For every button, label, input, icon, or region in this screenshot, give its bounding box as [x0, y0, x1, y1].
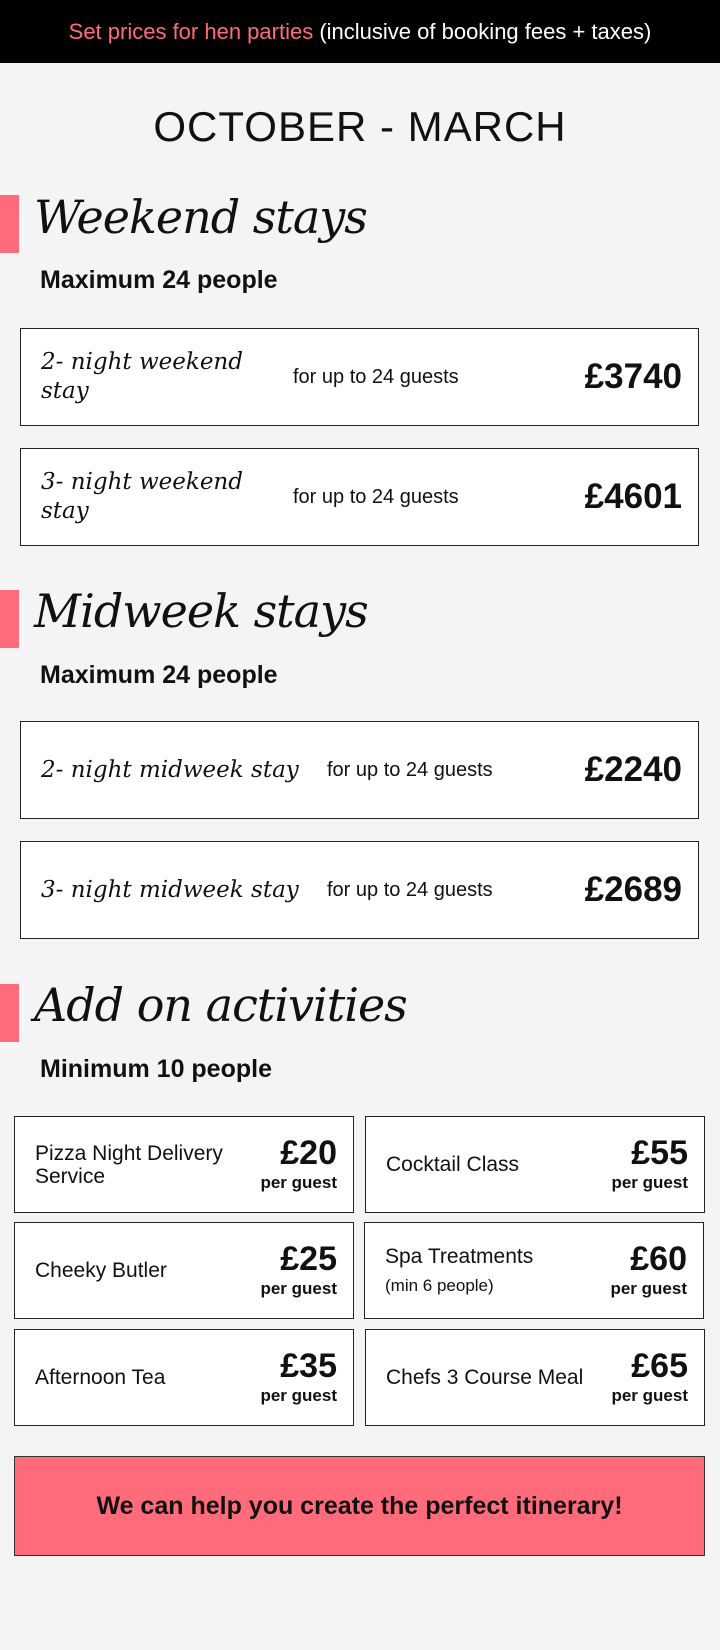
- activity-unit: per guest: [610, 1279, 687, 1298]
- addons-subtitle: Minimum 10 people: [40, 1055, 272, 1083]
- activity-card: [365, 1329, 705, 1426]
- stay-card: [20, 841, 699, 939]
- top-banner: [0, 0, 720, 63]
- stay-name: 3- night weekend stay: [41, 469, 243, 524]
- activity-name: Cheeky Butler: [35, 1259, 167, 1282]
- section-accent-bar: [0, 984, 19, 1042]
- activity-unit: per guest: [260, 1173, 337, 1192]
- stay-name: 2- night midweek stay: [41, 756, 299, 783]
- stay-price: £2240: [584, 750, 682, 789]
- stay-price: £3740: [584, 357, 682, 396]
- stay-guests: for up to 24 guests: [293, 485, 459, 508]
- banner-highlight: Set prices for hen parties: [68, 18, 314, 44]
- activity-card: [365, 1116, 705, 1213]
- stay-guests: for up to 24 guests: [327, 758, 493, 781]
- banner-text: (inclusive of booking fees + taxes): [313, 18, 652, 44]
- stay-price: £2689: [584, 870, 682, 909]
- stay-card: [20, 448, 699, 546]
- activity-unit: per guest: [260, 1386, 337, 1405]
- activity-card: [14, 1329, 354, 1426]
- activity-card: [14, 1222, 354, 1319]
- activity-price: £20: [280, 1134, 337, 1172]
- stay-name: 2- night weekend stay: [41, 349, 243, 404]
- activity-name: Spa Treatments (min 6 people): [385, 1223, 585, 1318]
- activity-price: £35: [280, 1347, 337, 1385]
- stay-guests: for up to 24 guests: [327, 878, 493, 901]
- activity-unit: per guest: [260, 1279, 337, 1298]
- activity-name: Chefs 3 Course Meal: [386, 1366, 584, 1389]
- activity-price: £55: [631, 1134, 688, 1172]
- activity-price: £25: [280, 1240, 337, 1278]
- activity-name: Cocktail Class: [386, 1153, 520, 1176]
- addons-title: Add on activities: [34, 978, 407, 1032]
- activity-card: [364, 1222, 704, 1319]
- season-heading: OCTOBER - MARCH: [153, 103, 567, 150]
- activity-name: Afternoon Tea: [35, 1366, 166, 1389]
- activity-price: £65: [631, 1347, 688, 1385]
- stay-guests: for up to 24 guests: [293, 365, 459, 388]
- activity-unit: per guest: [611, 1386, 688, 1405]
- midweek-title: Midweek stays: [34, 584, 368, 638]
- midweek-subtitle: Maximum 24 people: [40, 661, 278, 689]
- stay-card: [20, 328, 699, 426]
- activity-name: Pizza Night Delivery Service: [35, 1141, 223, 1188]
- activity-unit: per guest: [611, 1173, 688, 1192]
- activity-note: (min 6 people): [385, 1275, 494, 1295]
- activity-card: [14, 1116, 354, 1213]
- itinerary-cta-button[interactable]: We can help you create the perfect itinerary!: [14, 1456, 705, 1556]
- activity-price: £60: [630, 1240, 687, 1278]
- stay-card: [20, 721, 699, 819]
- section-accent-bar: [0, 590, 19, 648]
- weekend-subtitle: Maximum 24 people: [40, 266, 278, 294]
- stay-name: 3- night midweek stay: [41, 876, 299, 903]
- weekend-title: Weekend stays: [34, 190, 367, 244]
- stay-price: £4601: [584, 477, 682, 516]
- section-accent-bar: [0, 195, 19, 253]
